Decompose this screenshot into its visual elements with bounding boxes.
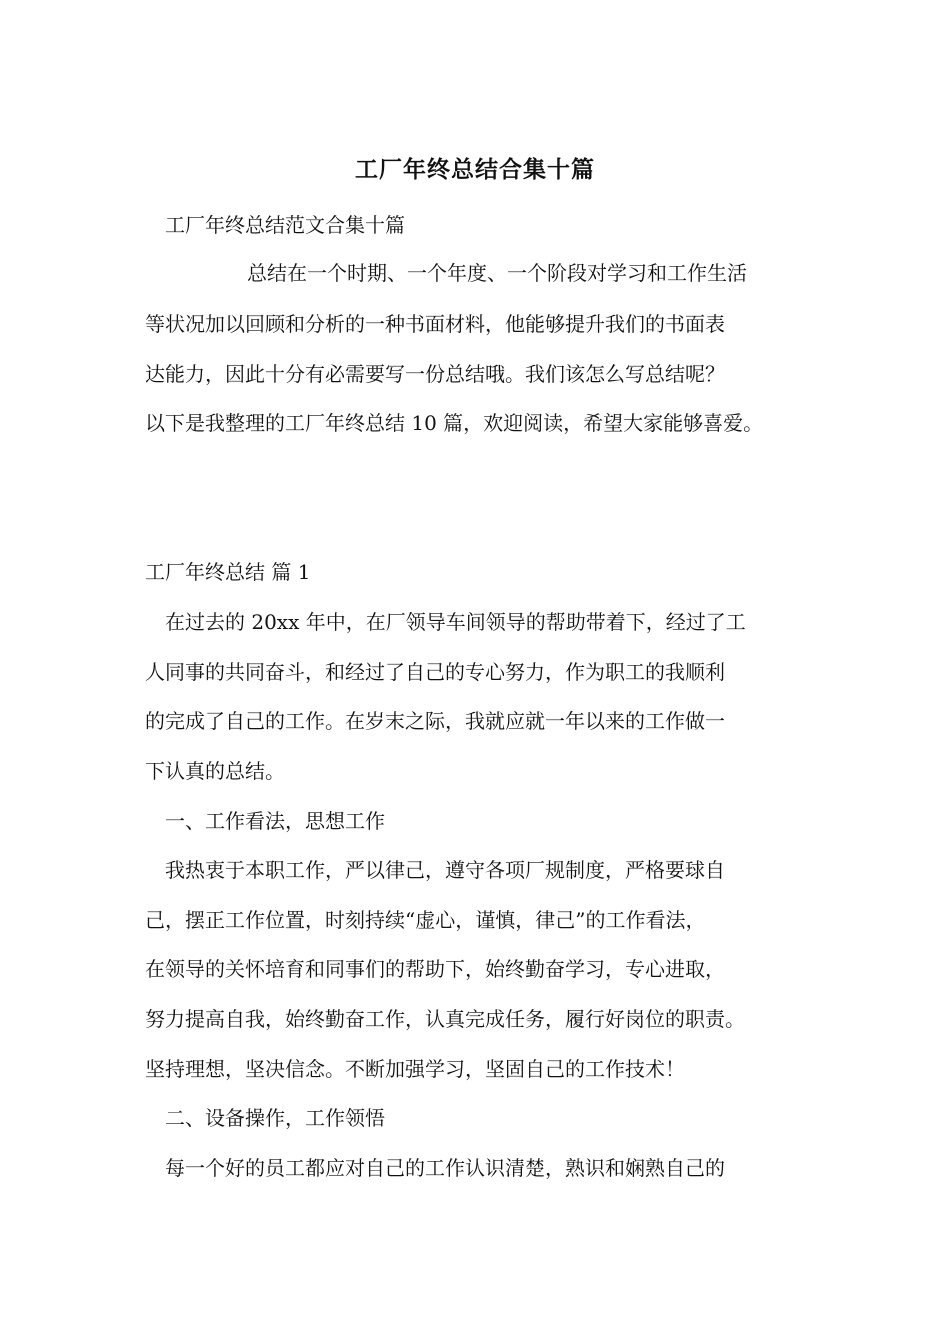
section-heading: 工厂年终总结 篇 1 [145,560,311,584]
paragraph-line: 我热衷于本职工作，严以律己，遵守各项厂规制度，严格要球自 [165,858,725,882]
intro-line: 总结在一个时期、一个年度、一个阶段对学习和工作生活 [247,261,747,285]
paragraph-line: 己，摆正工作位置，时刻持续“虚心，谨慎，律己”的工作看法， [145,908,706,932]
intro-line: 等状况加以回顾和分析的一种书面材料，他能够提升我们的书面表 [145,312,725,336]
paragraph-line: 人同事的共同奋斗，和经过了自己的专心努力，作为职工的我顺利 [145,660,725,684]
paragraph-line: 努力提高自我，始终勤奋工作，认真完成任务，履行好岗位的职责。 [145,1007,745,1031]
paragraph-line: 在领导的关怀培育和同事们的帮助下，始终勤奋学习，专心进取， [145,957,725,981]
intro-line: 达能力，因此十分有必需要写一份总结哦。我们该怎么写总结呢？ [145,362,725,386]
subheading: 二、设备操作，工作领悟 [165,1106,385,1130]
paragraph-line: 坚持理想，坚决信念。不断加强学习，坚固自己的工作技术！ [145,1057,685,1081]
document-subtitle: 工厂年终总结范文合集十篇 [165,213,405,237]
document-title: 工厂年终总结合集十篇 [355,156,595,183]
subheading: 一、工作看法，思想工作 [165,809,385,833]
intro-line: 以下是我整理的工厂年终总结 10 篇，欢迎阅读，希望大家能够喜爱。 [145,411,764,435]
paragraph-line: 每一个好的员工都应对自己的工作认识清楚，熟识和娴熟自己的 [165,1156,725,1180]
paragraph-line: 在过去的 20xx 年中，在厂领导车间领导的帮助带着下，经过了工 [165,610,746,634]
paragraph-line: 的完成了自己的工作。在岁末之际，我就应就一年以来的工作做一 [145,709,725,733]
paragraph-line: 下认真的总结。 [145,759,285,783]
